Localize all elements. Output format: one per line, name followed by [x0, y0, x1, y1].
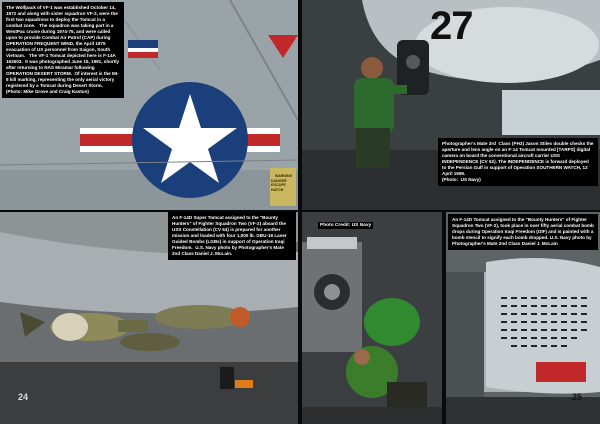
caption-vf1: [2, 2, 124, 98]
photo-credit: Photo Credit: US Navy: [320, 223, 372, 228]
caption-f14d-bombs-text: An F-14D Super Tomcat assigned to the "Bounty Hunters" of Fighter Squadron Two (VF-2) aboard the USS Constellation (CV 64) is prepared for another mission and loaded with four 1,000 lb. GBU-16 Laser Guided Bombs (LGBs) in support of Operation Iraqi Freedom. U.S. Navy photo by Photographer's Mate 2nd Class Daniel J. McLain.: [172, 215, 288, 256]
page-number-left: 24: [18, 392, 29, 402]
caption-vf1-text: The Wolfpack of VF-1 was established October 14, 1972 and along with sister squadron VF-2, were the first two squadrons to deploy the Tomcat in a combat zone. The squadron was taking part in a WestPac cruise during 1974-75, and were called upon to provide Combat Air Patrol (CAP) during OPERATION FREQUENT WIND, the April 1975 evacuation of US personnel from Saigon, South Vietnam. The VF-1 Tomcat depicted here is F-14A 162603. It was photographed June 15, 1991, shortly after returning to NAS Miramar following OPERATION DESERT STORM. Of interest is the MI-8 kill marking, representing the only aerial victory registered by a Tomcat during Desert Storm. (Photo: Mike Grove and Craig Kaston): [6, 5, 120, 94]
caption-f14d-bombs: [168, 212, 296, 260]
caption-bomb-stencils: [448, 214, 598, 250]
photo-bomb-stencils: [446, 212, 600, 424]
photo-f14d-bombs: [0, 212, 298, 424]
caption-tarps-text: Photographer's Mate 3rd Class (PH3) Jason Stiles double checks the aperture and lens angle on an F-14 Tomcat mounted [TARPS] digital camera on board the conventional aircraft carrier USS INDEPENDENCE (CV 62). The INDEPENDENCE is forward deployed to the Persian Gulf in support of Operation SOUTHERN WATCH, 12 April 1998. (Photo: US Navy): [442, 141, 594, 182]
photo-crew-gear: [302, 212, 442, 424]
side-number: 27: [430, 4, 473, 48]
caption-tarps: [438, 138, 598, 186]
photo-vf1-insignia: [0, 0, 298, 210]
warning-label: WARNING DANGER ESCAPE HATCH: [271, 174, 293, 192]
caption-bomb-stencils-text: An F-14D Tomcat assigned to the "Bounty Hunters" of Fighter Squadron Two (VF-2), took place in over fifty aerial combat bomb drops during Operation Iraqi Freedom (OIF) and is painted with a bomb stencil to signify each bomb dropped. U.S. Navy photo by Photographer's Mate 2nd Class Daniel J. McLain: [452, 217, 596, 246]
page-number-right: 25: [572, 392, 583, 402]
photo-tarps-camera: [302, 0, 600, 210]
